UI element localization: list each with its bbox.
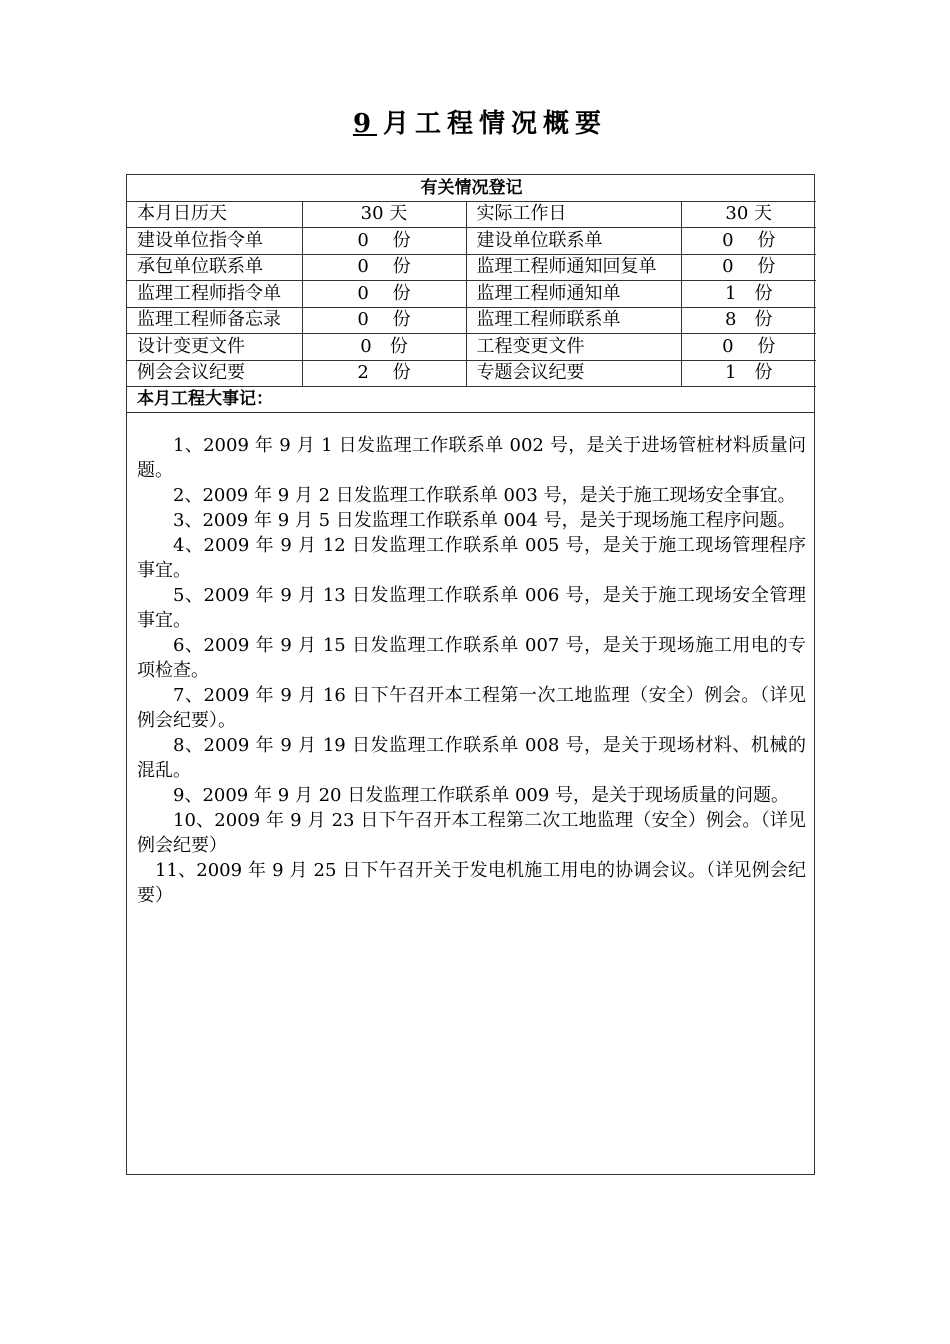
row-label: 本月日历天 xyxy=(127,201,302,228)
table-row xyxy=(127,281,816,308)
table-row xyxy=(127,201,816,228)
row-value: 0 份 xyxy=(681,334,816,361)
list-item: 10、2009 年 9 月 23 日下午召开本工程第二次工地监理（安全）例会。（详见例会纪要） xyxy=(137,810,806,856)
row-label: 监理工程师通知单 xyxy=(466,281,681,308)
row-label: 实际工作日 xyxy=(466,201,681,228)
events-label: 本月工程大事记： xyxy=(127,387,814,413)
table-row xyxy=(127,228,816,255)
row-value: 0 份 xyxy=(302,307,466,334)
table-row xyxy=(127,307,816,334)
list-item: 3、2009 年 9 月 5 日发监理工作联系单 004 号，是关于现场施工程序问题。 xyxy=(173,510,796,531)
row-label: 承包单位联系单 xyxy=(127,254,302,281)
title-month: 9 xyxy=(352,109,378,139)
register-table xyxy=(127,175,816,387)
list-item: 6、2009 年 9 月 15 日发监理工作联系单 007 号，是关于现场施工用电的专项检查。 xyxy=(137,635,806,681)
row-value: 30 天 xyxy=(302,201,466,228)
row-label: 专题会议纪要 xyxy=(466,360,681,387)
row-value: 0 份 xyxy=(302,334,466,361)
list-item: 7、2009 年 9 月 16 日下午召开本工程第一次工地监理（安全）例会。（详见例会纪要）。 xyxy=(137,685,806,731)
register-heading-row xyxy=(127,175,816,201)
events-list xyxy=(127,413,814,908)
register-heading: 有关情况登记 xyxy=(127,175,816,201)
list-item: 1、2009 年 9 月 1 日发监理工作联系单 002 号，是关于进场管桩材料质量问题。 xyxy=(137,435,806,481)
list-item: 9、2009 年 9 月 20 日发监理工作联系单 009 号，是关于现场质量的问题。 xyxy=(173,785,790,806)
row-label: 工程变更文件 xyxy=(466,334,681,361)
row-label: 建设单位指令单 xyxy=(127,228,302,255)
page-title xyxy=(0,104,950,144)
row-value: 1 份 xyxy=(681,281,816,308)
table-row xyxy=(127,360,816,387)
list-item: 4、2009 年 9 月 12 日发监理工作联系单 005 号，是关于施工现场管理程序事宜。 xyxy=(137,535,806,581)
row-value: 0 份 xyxy=(302,281,466,308)
row-label: 监理工程师备忘录 xyxy=(127,307,302,334)
row-label: 建设单位联系单 xyxy=(466,228,681,255)
row-label: 监理工程师指令单 xyxy=(127,281,302,308)
row-value: 0 份 xyxy=(302,254,466,281)
row-label: 设计变更文件 xyxy=(127,334,302,361)
list-item: 8、2009 年 9 月 19 日发监理工作联系单 008 号，是关于现场材料、机械的混乱。 xyxy=(137,735,806,781)
row-value: 30 天 xyxy=(681,201,816,228)
summary-sheet xyxy=(126,174,815,1175)
list-item: 11、2009 年 9 月 25 日下午召开关于发电机施工用电的协调会议。（详见例会纪要） xyxy=(137,860,806,906)
row-label: 监理工程师通知回复单 xyxy=(466,254,681,281)
table-row xyxy=(127,254,816,281)
row-value: 0 份 xyxy=(681,254,816,281)
row-value: 2 份 xyxy=(302,360,466,387)
list-item: 5、2009 年 9 月 13 日发监理工作联系单 006 号，是关于施工现场安全管理事宜。 xyxy=(137,585,806,631)
table-row xyxy=(127,334,816,361)
row-value: 8 份 xyxy=(681,307,816,334)
row-value: 1 份 xyxy=(681,360,816,387)
title-text: 月工程情况概要 xyxy=(383,109,608,139)
row-value: 0 份 xyxy=(302,228,466,255)
row-label: 监理工程师联系单 xyxy=(466,307,681,334)
list-item: 2、2009 年 9 月 2 日发监理工作联系单 003 号，是关于施工现场安全事宜。 xyxy=(173,485,796,506)
row-value: 0 份 xyxy=(681,228,816,255)
row-label: 例会会议纪要 xyxy=(127,360,302,387)
